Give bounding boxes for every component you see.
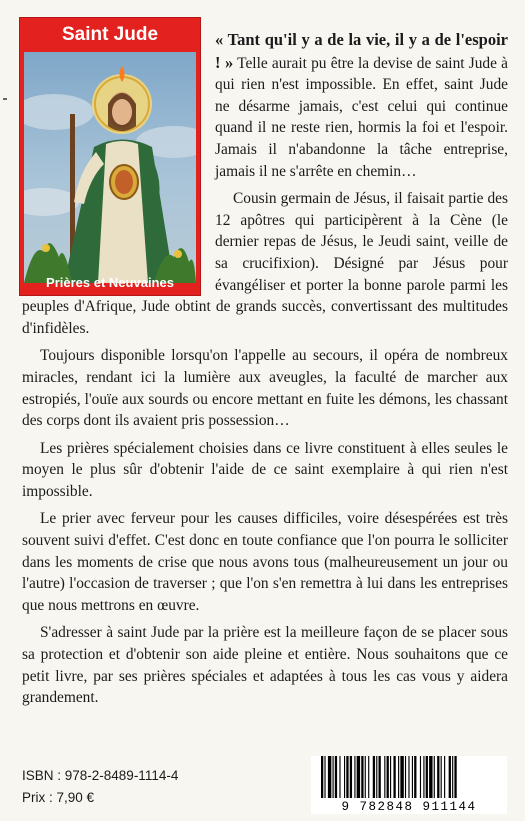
cover-subtitle: Prières et Neuvaines bbox=[46, 275, 174, 290]
margin-mark bbox=[3, 98, 7, 100]
price: Prix : 7,90 € bbox=[22, 790, 95, 805]
paragraph-2: Cousin germain de Jésus, il faisait partie des 12 apôtres qui participèrent à la Cène (le dernier repas de Jésus, le Jeudi saint, veille de sa crucifixion). Désigné par Jésus pour évangéliser et porter la bonne parole parmi les peuples d'Afrique, Jude obtint de grands succès, convertissant des multitudes d'infidèles. bbox=[22, 190, 508, 337]
barcode-number: 9 782848 911144 bbox=[341, 800, 477, 814]
barcode-bars bbox=[319, 756, 499, 798]
paragraph-3: Toujours disponible lorsqu'on l'appelle au secours, il opéra de nombreux miracles, rendant ici la lumière aux aveugles, la faculté de marcher aux estropiés, l'ouïe aux sourds ou encore mettant en fuite les démons, les chassant des corps dont ils avaient pris possession… bbox=[22, 347, 508, 430]
cover-spacer bbox=[22, 29, 215, 295]
isbn: ISBN : 978-2-8489-1114-4 bbox=[22, 768, 179, 783]
description-text bbox=[22, 29, 508, 715]
barcode bbox=[311, 756, 507, 814]
opening-quote: « Tant qu'il y a de la vie, il y a de l'espoir ! » bbox=[215, 30, 508, 72]
paragraph-6: S'adresser à saint Jude par la prière est la meilleure façon de se placer sous sa protection et d'obtenir son aide pleine et entière. Nous souhaitons que ce petit livre, par ses prières spéciales et adaptées à tous les cas vous y aidera grandement. bbox=[22, 624, 508, 707]
paragraph-5: Le prier avec ferveur pour les causes difficiles, voire désespérées est très souvent suivi d'effet. C'est donc en toute confiance que l'on pourra le solliciter dans les moments de crise que nous avons tous (malheureusement un jour ou l'autre) l'occasion de traverser ; que l'on s'en remettra à lui dans les entreprises que nous mettrons en œuvre. bbox=[22, 510, 508, 614]
paragraph-4: Les prières spécialement choisies dans ce livre constituent à elles seules le moyen le plus sûr d'obtenir l'aide de ce saint exemplaire à qui rien n'est impossible. bbox=[22, 439, 508, 500]
paragraph-1-text: Telle aurait pu être la devise de saint Jude à qui rien n'est impossible. En effet, saint Jude ne désarme jamais, c'est celui qui continue quand il ne reste rien, hormis la foi et l'espoir. Jamais il n'abandonne la tâche entreprise, jamais il ne s'arrête en chemin… bbox=[215, 54, 508, 180]
cover-title: Saint Jude bbox=[61, 24, 159, 45]
